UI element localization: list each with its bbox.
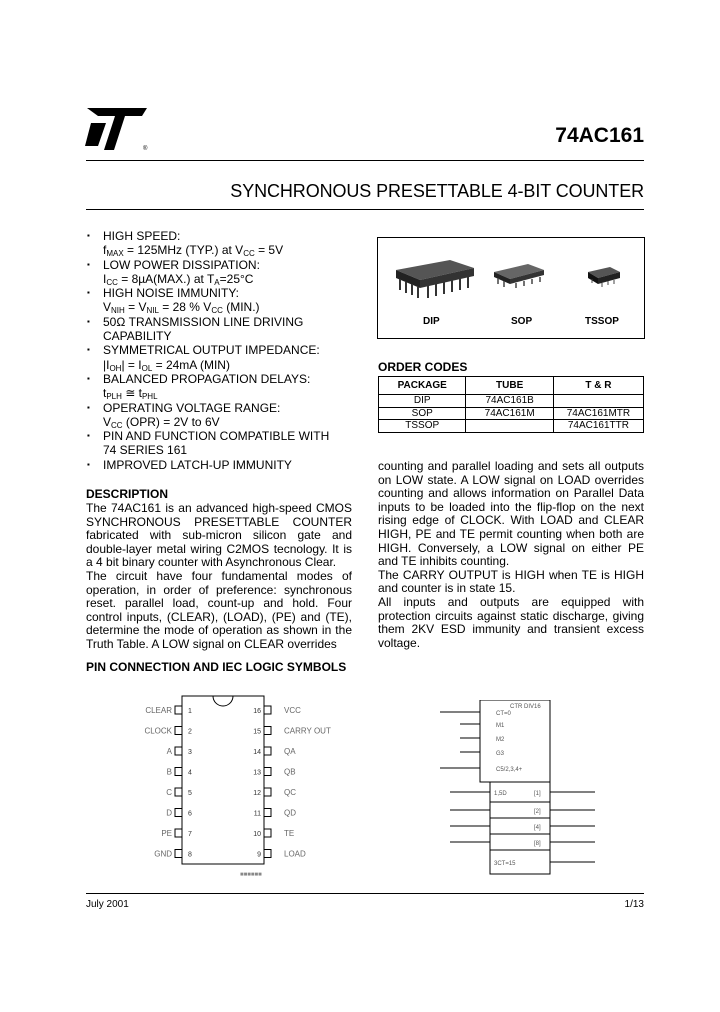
- pin-marker: [175, 706, 182, 714]
- pin-number: 10: [253, 831, 261, 838]
- page-number: 1/13: [624, 899, 644, 910]
- package-images: [377, 237, 645, 339]
- pin-number: 11: [253, 810, 261, 818]
- feature-item: ▪ LOW POWER DISSIPATION:: [86, 258, 356, 272]
- left-pin-group: [144, 706, 192, 859]
- order-codes-table: [378, 376, 644, 433]
- description-paragraph: counting and parallel loading and sets all outputs on LOW state. A LOW signal on LOAD overrides counting and allows information on Parallel Data inputs to be loaded into the flip-flop on the next rising edge of CLOCK. With LOAD and CLEAR HIGH, PE and TE permit counting when both are HIGH. Conversely, a LOW signal on either PE and TE inhibits counting.: [378, 459, 644, 569]
- pin-name: LOAD: [284, 849, 306, 859]
- table-row: [379, 395, 644, 408]
- table-cell: 74AC161M: [466, 407, 553, 420]
- iec-label: C5/2,3,4+: [496, 767, 523, 773]
- pin-number: 6: [188, 810, 192, 818]
- feature-detail: $|I_{OH}| = I_{OL} = 24mA$ (MIN): [103, 357, 230, 373]
- feature-item: ▪ SYMMETRICAL OUTPUT IMPEDANCE:: [86, 343, 356, 357]
- feature-item: ▪ 50Ω TRANSMISSION LINE DRIVING: [86, 315, 356, 329]
- table-cell: [466, 420, 553, 433]
- pin-name: CLOCK: [144, 726, 172, 736]
- iec-label: [1]: [534, 791, 541, 797]
- sop-package-image: [494, 264, 544, 288]
- iec-label: 1,5D: [494, 791, 507, 797]
- feature-item: ▪ IMPROVED LATCH-UP IMMUNITY: [86, 458, 356, 472]
- column-header: T & R: [553, 377, 643, 395]
- iec-label: CTR DIV16: [510, 704, 541, 710]
- description-paragraph: The 74AC161 is an advanced high-speed CMOS SYNCHRONOUS PRESETTABLE COUNTER fabricated with sub-micron silicon gate and double-layer metal wiring C2MOS tecnology. It is a 4 bit binary counter with Asynchronous Clear.: [86, 501, 352, 570]
- pin-marker: [175, 829, 182, 837]
- package-label-sop: SOP: [511, 316, 533, 327]
- pin-connection-diagram: [130, 690, 360, 880]
- pin-number: 2: [188, 728, 192, 736]
- pin-marker: [264, 788, 271, 796]
- pin-name: GND: [154, 849, 172, 859]
- column-header: TUBE: [466, 377, 553, 395]
- pin-marker: [175, 809, 182, 817]
- pin-marker: [264, 768, 271, 776]
- feature-detail: $V_{CC}$ (OPR) = 2V to 6V: [103, 414, 220, 430]
- pin-name: QB: [284, 767, 296, 777]
- diagram-caption: ■■■■■■: [240, 872, 262, 878]
- pin-number: 16: [253, 708, 261, 715]
- pin-number: 3: [188, 749, 192, 756]
- feature-detail: CAPABILITY: [103, 329, 172, 344]
- pin-connection-heading: PIN CONNECTION AND IEC LOGIC SYMBOLS: [86, 660, 347, 674]
- feature-detail: 74 SERIES 161: [103, 443, 188, 458]
- pin-marker: [175, 727, 182, 735]
- iec-label: G3: [496, 751, 505, 757]
- pin-name: C: [166, 788, 172, 797]
- iec-label: CT=0: [496, 711, 511, 717]
- part-number: 74AC161: [555, 124, 644, 147]
- package-drawings: [378, 238, 644, 316]
- feature-list: [86, 229, 356, 472]
- iec-label: [2]: [534, 809, 541, 815]
- document-title: SYNCHRONOUS PRESETTABLE 4-BIT COUNTER: [230, 181, 644, 201]
- pin-name: QC: [284, 788, 296, 797]
- table-row: [379, 407, 644, 420]
- iec-label: M2: [496, 737, 505, 743]
- dip-package-image: [396, 260, 474, 298]
- pin-marker: [264, 850, 271, 858]
- footer-rule: [86, 893, 644, 894]
- feature-detail: $f_{MAX} = 125MHz$ (TYP.) at $V_{CC} = 5V$: [103, 243, 284, 259]
- description-paragraph: The circuit have four fundamental modes of operation, in order of preference: synchronous reset. parallel load, count-up and hold. Four control inputs, (CLEAR), (LOAD), (PE) and (TE), determine the mode of operation as shown in the Truth Table. A LOW signal on CLEAR overrides: [86, 568, 352, 651]
- pin-name: VCC: [284, 706, 301, 715]
- pin-number: 4: [188, 769, 192, 777]
- header-rule: [86, 160, 644, 161]
- pin-number: 5: [188, 790, 192, 797]
- order-codes-heading: ORDER CODES: [378, 360, 468, 374]
- feature-item: ▪ PIN AND FUNCTION COMPATIBLE WITH: [86, 429, 356, 443]
- table-cell: 74AC161MTR: [553, 407, 643, 420]
- feature-detail: $I_{CC} = 8\mu A(MAX.)$ at $T_A=25^\circ C$: [103, 271, 254, 287]
- pin-number: 14: [253, 749, 261, 756]
- pin-marker: [175, 788, 182, 796]
- feature-detail: $V_{NIH} = V_{NIL} = 28$ % $V_{CC}$ (MIN.): [103, 300, 260, 316]
- iec-label: M1: [496, 723, 505, 729]
- pin-marker: [175, 768, 182, 776]
- pin-name: QD: [284, 808, 296, 818]
- pin-marker: [264, 706, 271, 714]
- pin-marker: [264, 727, 271, 735]
- description-paragraph: The CARRY OUTPUT is HIGH when TE is HIGH and counter is in state 15.: [378, 567, 644, 596]
- pin-name: B: [166, 767, 172, 777]
- svg-text:®: ®: [143, 146, 148, 152]
- feature-item: ▪ HIGH NOISE IMMUNITY:: [86, 286, 356, 300]
- pin-number: 8: [188, 851, 192, 859]
- description-right-column: [378, 460, 644, 650]
- pin-number: 1: [188, 708, 192, 715]
- package-label-dip: DIP: [423, 316, 440, 327]
- table-cell: TSSOP: [379, 420, 466, 433]
- pin-marker: [264, 829, 271, 837]
- table-cell: 74AC161B: [466, 395, 553, 408]
- table-cell: DIP: [379, 395, 466, 408]
- iec-logic-symbol: [430, 700, 620, 890]
- right-pin-group: [253, 706, 331, 859]
- description-left-column: [86, 502, 352, 652]
- package-label-tssop: TSSOP: [585, 316, 619, 327]
- feature-detail: $t_{PLH}$ ≅ $t_{PHL}$: [103, 386, 158, 402]
- title-rule: [86, 209, 644, 210]
- table-cell: 74AC161TTR: [553, 420, 643, 433]
- table-cell: [553, 395, 643, 408]
- pin-number: 15: [253, 728, 261, 736]
- pin-name: TE: [284, 829, 295, 838]
- pin-marker: [175, 850, 182, 858]
- pin-number: 13: [253, 769, 261, 777]
- pin-number: 12: [253, 790, 261, 797]
- footer-date: July 2001: [86, 899, 129, 910]
- pin-name: A: [166, 747, 172, 756]
- column-header: PACKAGE: [379, 377, 466, 395]
- iec-label: [8]: [534, 841, 541, 847]
- pin-marker: [264, 747, 271, 755]
- table-header-row: [379, 377, 644, 395]
- pin-marker: [264, 809, 271, 817]
- iec-label: 3CT=15: [494, 861, 516, 867]
- pin-name: D: [166, 808, 172, 818]
- pin-marker: [175, 747, 182, 755]
- pin-number: 9: [257, 851, 261, 859]
- pin-name: QA: [284, 747, 296, 756]
- pin-name: PE: [161, 829, 172, 838]
- st-logo: [85, 106, 151, 152]
- feature-item: ▪ BALANCED PROPAGATION DELAYS:: [86, 372, 356, 386]
- iec-label: [4]: [534, 825, 541, 831]
- table-cell: SOP: [379, 407, 466, 420]
- pin-number: 7: [188, 831, 192, 838]
- description-heading: DESCRIPTION: [86, 487, 169, 501]
- pin-name: CARRY OUT: [284, 726, 331, 736]
- pin-name: CLEAR: [145, 706, 172, 715]
- table-row: [379, 420, 644, 433]
- description-paragraph: All inputs and outputs are equipped with protection circuits against static discharge, giving them 2KV ESD immunity and transient excess voltage.: [378, 594, 644, 650]
- feature-item: ▪ OPERATING VOLTAGE RANGE:: [86, 401, 356, 415]
- feature-item: ▪ HIGH SPEED:: [86, 229, 356, 243]
- tssop-package-image: [588, 267, 620, 287]
